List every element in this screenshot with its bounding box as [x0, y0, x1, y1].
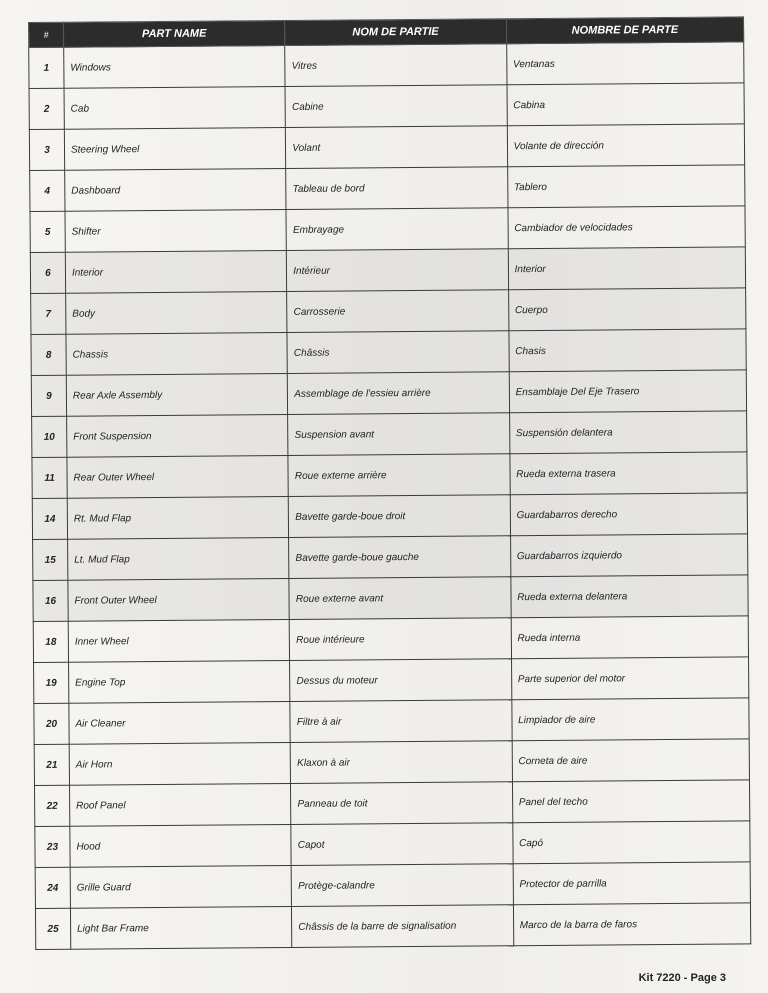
part-number: 18	[33, 621, 68, 662]
part-name-english: Rear Axle Assembly	[66, 373, 288, 416]
part-number: 24	[35, 867, 70, 908]
part-name-french: Protège-calandre	[291, 864, 513, 907]
header-nom-de-partie: NOM DE PARTIE	[285, 19, 507, 46]
part-number: 16	[33, 580, 68, 621]
table-row	[35, 821, 750, 868]
part-name-english: Shifter	[65, 209, 287, 252]
part-name-english: Cab	[64, 86, 286, 129]
part-name-english: Air Cleaner	[69, 701, 291, 744]
part-name-french: Volant	[286, 126, 508, 169]
header-nombre-de-parte: NOMBRE DE PARTE	[506, 17, 744, 44]
part-number: 9	[31, 375, 66, 416]
header-part-name: PART NAME	[63, 20, 285, 47]
part-name-english: Dashboard	[65, 168, 287, 211]
part-name-french: Roue externe arrière	[288, 454, 510, 497]
part-name-spanish: Panel del techo	[512, 780, 750, 823]
part-number: 7	[31, 293, 66, 334]
part-name-english: Inner Wheel	[68, 619, 290, 662]
part-name-french: Roue intérieure	[289, 618, 511, 661]
part-name-english: Body	[66, 291, 288, 334]
part-name-french: Tableau de bord	[286, 167, 508, 210]
table-row	[29, 42, 744, 89]
part-name-spanish: Cuerpo	[508, 288, 746, 331]
part-name-spanish: Cabina	[507, 83, 745, 126]
table-row	[34, 739, 749, 786]
part-name-english: Lt. Mud Flap	[68, 537, 290, 580]
part-number: 14	[32, 498, 67, 539]
part-name-french: Bavette garde-boue droit	[289, 495, 511, 538]
table-row	[33, 534, 748, 581]
table-row	[30, 247, 745, 294]
table-row	[33, 616, 748, 663]
part-name-french: Châssis de la barre de signalisation	[292, 905, 514, 948]
part-name-spanish: Guardabarros izquierdo	[510, 534, 748, 577]
part-name-french: Suspension avant	[288, 413, 510, 456]
header-number: #	[29, 22, 64, 47]
part-number: 25	[35, 908, 70, 949]
part-name-french: Klaxon à air	[290, 741, 512, 784]
part-name-spanish: Ensamblaje Del Eje Trasero	[509, 370, 747, 413]
part-name-english: Rt. Mud Flap	[67, 496, 289, 539]
part-name-french: Bavette garde-boue gauche	[289, 536, 511, 579]
part-name-spanish: Capó	[512, 821, 750, 864]
part-name-english: Interior	[65, 250, 287, 293]
part-number: 6	[30, 252, 65, 293]
part-name-english: Chassis	[66, 332, 288, 375]
part-name-spanish: Marco de la barra de faros	[513, 903, 751, 946]
part-name-english: Engine Top	[68, 660, 290, 703]
table-row	[29, 124, 744, 171]
part-name-english: Grille Guard	[70, 865, 292, 908]
page-footer: Kit 7220 - Page 3	[638, 972, 726, 984]
table-row	[35, 862, 750, 909]
part-number: 19	[34, 662, 69, 703]
part-name-spanish: Chasis	[509, 329, 747, 372]
part-name-spanish: Rueda externa delantera	[511, 575, 749, 618]
part-name-spanish: Rueda interna	[511, 616, 749, 659]
part-name-french: Dessus du moteur	[290, 659, 512, 702]
part-name-french: Roue externe avant	[289, 577, 511, 620]
part-number: 21	[34, 744, 69, 785]
part-number: 1	[29, 47, 64, 88]
part-name-french: Embrayage	[286, 208, 508, 251]
parts-table-body	[29, 42, 751, 950]
part-name-spanish: Parte superior del motor	[511, 657, 749, 700]
part-number: 15	[33, 539, 68, 580]
table-row	[30, 165, 745, 212]
part-name-french: Carrosserie	[287, 290, 509, 333]
part-name-spanish: Cambiador de velocidades	[508, 206, 746, 249]
part-name-spanish: Guardabarros derecho	[510, 493, 748, 536]
part-number: 23	[35, 826, 70, 867]
table-row	[31, 370, 746, 417]
table-row	[34, 657, 749, 704]
table-row	[33, 575, 748, 622]
part-name-french: Vitres	[285, 44, 507, 87]
part-name-french: Intérieur	[287, 249, 509, 292]
part-name-english: Front Outer Wheel	[68, 578, 290, 621]
part-name-french: Filtre à air	[290, 700, 512, 743]
part-name-spanish: Volante de dirección	[507, 124, 745, 167]
part-number: 2	[29, 88, 64, 129]
part-number: 3	[29, 129, 64, 170]
part-name-spanish: Limpiador de aire	[511, 698, 749, 741]
part-number: 11	[32, 457, 67, 498]
part-name-spanish: Interior	[508, 247, 746, 290]
part-name-spanish: Suspensión delantera	[509, 411, 747, 454]
part-number: 20	[34, 703, 69, 744]
table-row	[31, 329, 746, 376]
part-name-spanish: Rueda externa trasera	[510, 452, 748, 495]
part-number: 8	[31, 334, 66, 375]
table-row	[32, 411, 747, 458]
part-number: 10	[32, 416, 67, 457]
part-name-english: Rear Outer Wheel	[67, 455, 289, 498]
part-name-english: Air Horn	[69, 742, 291, 785]
part-name-spanish: Tablero	[507, 165, 745, 208]
part-name-spanish: Corneta de aire	[512, 739, 750, 782]
table-row	[35, 903, 750, 950]
part-name-french: Châssis	[287, 331, 509, 374]
table-row	[29, 83, 744, 130]
part-number: 4	[30, 170, 65, 211]
part-name-english: Hood	[70, 824, 292, 867]
table-row	[34, 698, 749, 745]
part-name-french: Assemblage de l'essieu arrière	[288, 372, 510, 415]
table-row	[32, 493, 747, 540]
table-row	[31, 288, 746, 335]
part-name-french: Panneau de toit	[291, 782, 513, 825]
table-row	[34, 780, 749, 827]
parts-table	[28, 16, 751, 950]
part-name-spanish: Protector de parrilla	[513, 862, 751, 905]
part-number: 5	[30, 211, 65, 252]
table-row	[32, 452, 747, 499]
part-number: 22	[34, 785, 69, 826]
part-name-english: Steering Wheel	[64, 127, 286, 170]
part-name-english: Front Suspension	[67, 414, 289, 457]
table-row	[30, 206, 745, 253]
part-name-english: Light Bar Frame	[70, 906, 292, 949]
part-name-french: Capot	[291, 823, 513, 866]
part-name-english: Windows	[64, 45, 286, 88]
part-name-english: Roof Panel	[69, 783, 291, 826]
part-name-french: Cabine	[285, 85, 507, 128]
part-name-spanish: Ventanas	[506, 42, 744, 85]
